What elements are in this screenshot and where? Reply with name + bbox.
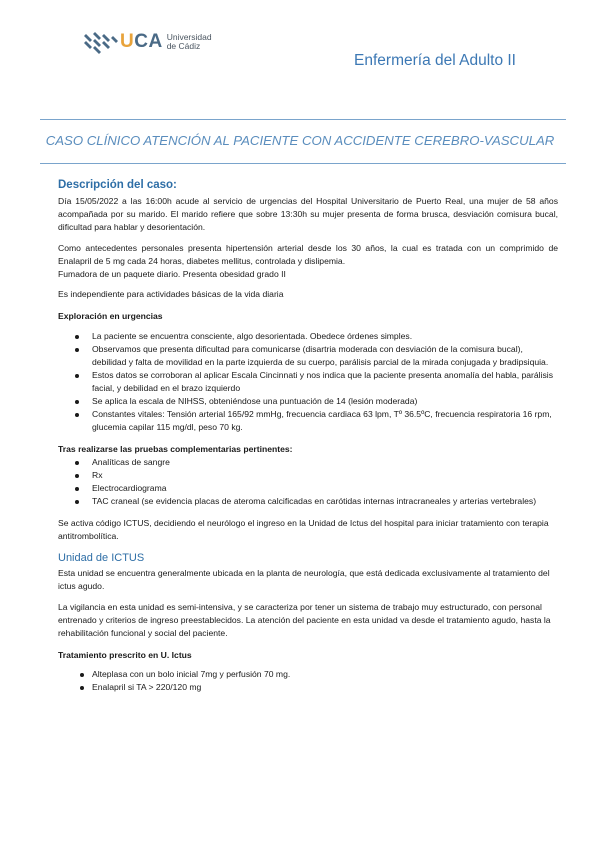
bullet-icon (80, 686, 84, 690)
logo-subtitle (167, 33, 212, 51)
list-item-text: Alteplasa con un bolo inicial 7mg y perfusión 70 mg. (92, 669, 291, 679)
description-paragraph-3: Es independiente para actividades básicas de la vida diaria (58, 289, 284, 299)
treatment-heading: Tratamiento prescrito en U. Ictus (58, 650, 192, 660)
ictus-unit-paragraph-1: Esta unidad se encuentra generalmente ubicada en la planta de neurología, que está dedicada exclusivamente al tratamiento del ictus agudo. (58, 568, 550, 591)
logo-letter-u: U (120, 31, 135, 52)
list-item (58, 482, 558, 495)
course-title: Enfermería del Adulto II (354, 52, 516, 69)
bullet-icon (75, 374, 79, 378)
ictus-unit-paragraph-2: La vigilancia en esta unidad es semi-intensiva, y se caracteriza por tener un sistema de trabajo muy estructurado, con personal entrenado y criterios de ingreso preestablecidos. La atención del paciente en esta unidad va desde el tratamiento agudo, hasta la rehabilitación funcional y social del paciente. (58, 602, 551, 638)
list-item-text: Se aplica la escala de NIHSS, obteniéndose una puntuación de 14 (lesión moderada) (92, 396, 418, 406)
case-title: CASO CLÍNICO ATENCIÓN AL PACIENTE CON ACCIDENTE CEREBRO-VASCULAR (45, 133, 555, 148)
logo-sub-line1: Universidad (166, 32, 212, 42)
list-item (58, 456, 558, 469)
list-item (58, 495, 558, 508)
treatment-list (58, 668, 558, 694)
list-item-text: La paciente se encuentra consciente, algo desorientada. Obedece órdenes simples. (92, 331, 413, 341)
list-item (58, 668, 558, 681)
bullet-icon (80, 673, 84, 677)
description-paragraph-2: Como antecedentes personales presenta hipertensión arterial desde los 30 años, la cual es tratada con un comprimido de Enalapril de 5 mg cada 24 horas, diabetes mellitus, controlada y dislipemia. (58, 243, 558, 266)
logo (84, 28, 212, 56)
bullet-icon (75, 400, 79, 404)
bullet-icon (75, 487, 79, 491)
description-paragraph-2b: Fumadora de un paquete diario. Presenta obesidad grado II (58, 269, 286, 279)
ictus-unit-heading: Unidad de ICTUS (58, 552, 145, 564)
list-item (58, 408, 558, 434)
list-item (58, 395, 558, 408)
top-divider (40, 119, 566, 120)
bullet-icon (75, 348, 79, 352)
logo-sub-line2: de Cádiz (166, 41, 201, 51)
list-item (58, 369, 558, 395)
bottom-divider (40, 163, 566, 164)
bullet-icon (75, 474, 79, 478)
logo-letters-ca: CA (134, 31, 163, 52)
list-item-text: TAC craneal (se evidencia placas de ateroma calcificadas en carótidas internas intracraneales y arterias vertebrales) (92, 496, 537, 506)
list-item-text: Estos datos se corroboran al aplicar Escala Cincinnati y nos indica que la paciente presenta anomalía del habla, parálisis facial, y debilidad en el brazo izquierdo (92, 370, 553, 393)
description-heading: Descripción del caso: (58, 179, 177, 191)
university-emblem-icon (84, 28, 118, 56)
list-item-text: Observamos que presenta dificultad para comunicarse (disartria moderada con desviación de la comisura bucal), debilidad y falta de movilidad en la parte izquierda de su cuerpo, parálisis parcial de la mirada conjugada y bradipsiquia. (92, 344, 549, 367)
list-item-text: Rx (92, 470, 103, 480)
list-item-text: Electrocardiograma (92, 483, 167, 493)
logo-wordmark (120, 31, 163, 53)
document-body (58, 178, 558, 694)
list-item (58, 469, 558, 482)
bullet-icon (75, 461, 79, 465)
tests-heading: Tras realizarse las pruebas complementarias pertinentes: (58, 444, 293, 454)
bullet-icon (75, 500, 79, 504)
description-paragraph-1: Día 15/05/2022 a las 16:00h acude al servicio de urgencias del Hospital Universitario de Puerto Real, una mujer de 58 años acompañada por su marido. El marido refiere que sobre 13:30h su mujer presenta de forma brusca, desviación comisura bucal, dificultad para hablar y desorientación. (58, 196, 558, 232)
tests-list (58, 456, 558, 508)
exploration-list (58, 330, 558, 434)
bullet-icon (75, 335, 79, 339)
bullet-icon (75, 413, 79, 417)
list-item (58, 681, 558, 694)
list-item-text: Enalapril si TA > 220/120 mg (92, 682, 202, 692)
tests-conclusion: Se activa código ICTUS, decidiendo el neurólogo el ingreso en la Unidad de Ictus del hospital para iniciar tratamiento con terapia antitrombolítica. (58, 518, 549, 541)
list-item-text: Analíticas de sangre (92, 457, 170, 467)
list-item (58, 343, 558, 369)
list-item-text: Constantes vitales: Tensión arterial 165/92 mmHg, frecuencia cardiaca 63 lpm, Tº 36.5ºC, frecuencia respiratoria 16 rpm, glucemia capilar 115 mg/dl, peso 70 kg. (92, 409, 552, 432)
exploration-heading: Exploración en urgencias (58, 311, 163, 321)
list-item (58, 330, 558, 343)
